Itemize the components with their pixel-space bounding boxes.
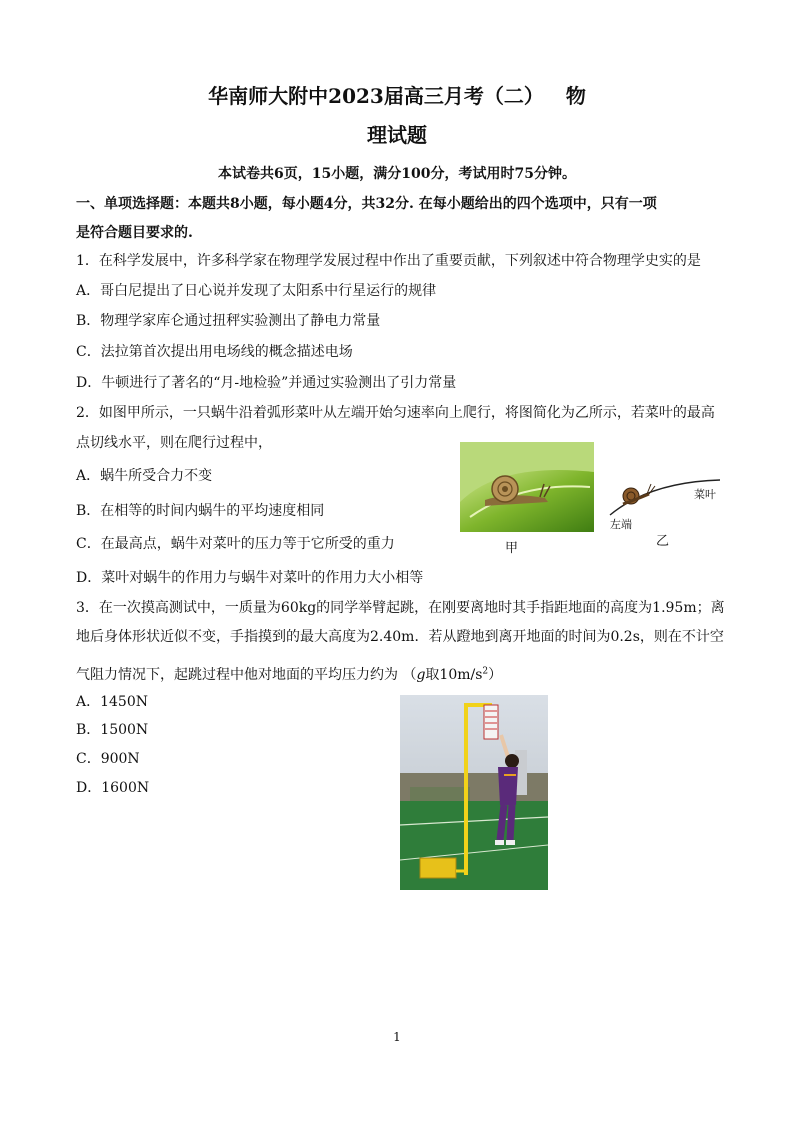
q2-stem-line2: 点切线水平，则在爬行过程中， [76,435,272,451]
q2-stem-line1: 2．如图甲所示，一只蜗牛沿着弧形菜叶从左端开始匀速率向上爬行，将图简化为乙所示，若菜叶的最高 [76,405,715,421]
q3-option-c: C．900N [76,751,140,767]
fig-label-leaf: 菜叶 [694,488,716,501]
q2-option-c: C．在最高点，蜗牛对菜叶的压力等于它所受的重力 [76,536,395,552]
section-heading: 一、单项选择题：本题共8小题，每小题4分，共32分. 在每小题给出的四个选项中，只有一项 [76,196,657,212]
fig-label-jia: 甲 [505,541,519,556]
page-number: 1 [393,1030,401,1044]
fig-label-yi: 乙 [656,534,670,549]
exam-title-line2: 理试题 [367,123,427,147]
q3-option-a: A．1450N [76,694,148,710]
q1-option-c: C．法拉第首次提出用电场线的概念描述电场 [76,344,353,360]
q3-option-b: B．1500N [76,722,149,738]
q2-option-b: B．在相等的时间内蜗牛的平均速度相同 [76,503,325,519]
section-heading-cont: 是符合题目要求的. [76,225,193,241]
fig-label-left-end: 左端 [610,518,632,531]
q1-stem: 1．在科学发展中，许多科学家在物理学发展过程中作出了重要贡献，下列叙述中符合物理学史实的是 [76,253,701,269]
snail-photo [460,442,594,532]
q3-stem-line2: 地后身体形状近似不变，手指摸到的最大高度为2.40m．若从蹬地到离开地面的时间为0.2s，则在不计空 [76,629,724,645]
exam-info: 本试卷共6页，15小题，满分100分，考试用时75分钟。 [218,166,576,182]
q2-option-a: A．蜗牛所受合力不变 [76,468,213,484]
q1-option-d: D．牛顿进行了著名的“月-地检验”并通过实验测出了引力常量 [76,375,457,391]
q2-option-d: D．菜叶对蜗牛的作用力与蜗牛对菜叶的作用力大小相等 [76,570,424,586]
jump-reach-photo [400,695,548,890]
q3-stem-line1: 3．在一次摸高测试中，一质量为60kg的同学举臂起跳，在刚要离地时其手指距地面的高度为1.95m；离 [76,600,725,616]
q1-option-b: B．物理学家库仑通过扭秤实验测出了静电力常量 [76,313,381,329]
q1-option-a: A．哥白尼提出了日心说并发现了太阳系中行星运行的规律 [76,283,437,299]
exam-title-line1: 华南师大附中2023届高三月考（二） 物 [208,84,586,108]
q3-stem-line3: 气阻力情况下，起跳过程中他对地面的平均压力约为 （g取$10m/s^2$） [76,666,503,683]
q3-option-d: D．1600N [76,780,150,796]
